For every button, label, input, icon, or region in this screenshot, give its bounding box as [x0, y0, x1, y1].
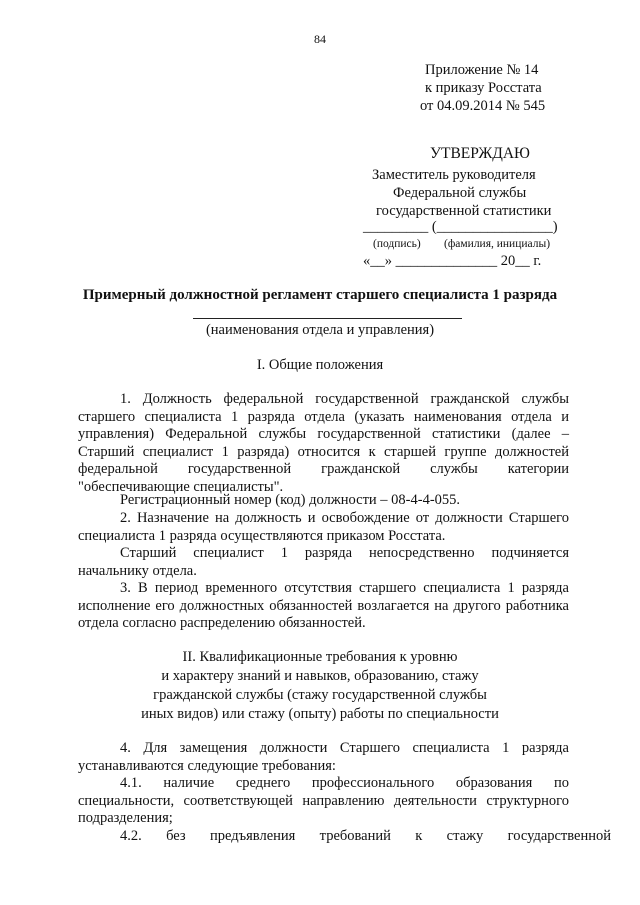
- appendix-line-1: Приложение № 14: [425, 62, 539, 78]
- paragraph-2b: Старший специалист 1 разряда непосредственно подчиняется начальнику отдела.: [78, 545, 569, 579]
- section-2-heading-line-3: гражданской службы (стажу государственной службы: [153, 687, 487, 703]
- approval-line-3: государственной статистики: [376, 203, 552, 219]
- paragraph-1: 1. Должность федеральной государственной гражданской службы старшего специалиста 1 разряда отдела (указать наименования отдела и управления) Федеральной службы государственной статистики (далее – Старший специалист 1 разряда) относится к старшей группе должностей федеральной государственной гражданской службы категории "обеспечивающие специалисты".: [78, 391, 569, 495]
- paragraph-4: 4. Для замещения должности Старшего специалиста 1 разряда устанавливаются следующие требования:: [78, 740, 569, 774]
- approval-title: УТВЕРЖДАЮ: [430, 145, 530, 162]
- paragraph-2: 2. Назначение на должность и освобождение от должности Старшего специалиста 1 разряда осуществляются приказом Росстата.: [78, 510, 569, 544]
- signature-line: _________ (________________): [363, 219, 558, 235]
- appendix-line-2: к приказу Росстата: [425, 80, 542, 96]
- signature-caption: (подпись): [373, 238, 421, 250]
- approval-line-1: Заместитель руководителя: [372, 167, 536, 183]
- page-number: 84: [314, 32, 326, 46]
- department-underline: [193, 318, 462, 319]
- name-caption: (фамилия, инициалы): [444, 238, 551, 250]
- date-line: «__» ______________ 20__ г.: [363, 253, 542, 269]
- appendix-line-3: от 04.09.2014 № 545: [420, 98, 546, 114]
- section-2-heading-line-1: II. Квалификационные требования к уровню: [182, 649, 458, 665]
- department-caption: (наименования отдела и управления): [205, 322, 435, 338]
- paragraph-4-1: 4.1. наличие среднего профессионального образования по специальности, соответствующей направлению деятельности структурного подразделения;: [78, 775, 569, 826]
- section-2-heading-line-4: иных видов) или стажу (опыту) работы по специальности: [141, 706, 499, 722]
- document-title: Примерный должностной регламент старшего специалиста 1 разряда: [82, 287, 558, 303]
- section-2-heading-line-2: и характеру знаний и навыков, образованию, стажу: [161, 668, 479, 684]
- registration-number: Регистрационный номер (код) должности – 08-4-4-055.: [120, 492, 461, 508]
- approval-line-2: Федеральной службы: [393, 185, 527, 201]
- paragraph-4-2: 4.2. без предъявления требований к стажу государственной: [120, 828, 611, 844]
- section-1-heading: I. Общие положения: [256, 357, 384, 373]
- paragraph-3: 3. В период временного отсутствия старшего специалиста 1 разряда исполнение его должностных обязанностей возлагается на другого работника отдела согласно распределению обязанностей.: [78, 580, 569, 631]
